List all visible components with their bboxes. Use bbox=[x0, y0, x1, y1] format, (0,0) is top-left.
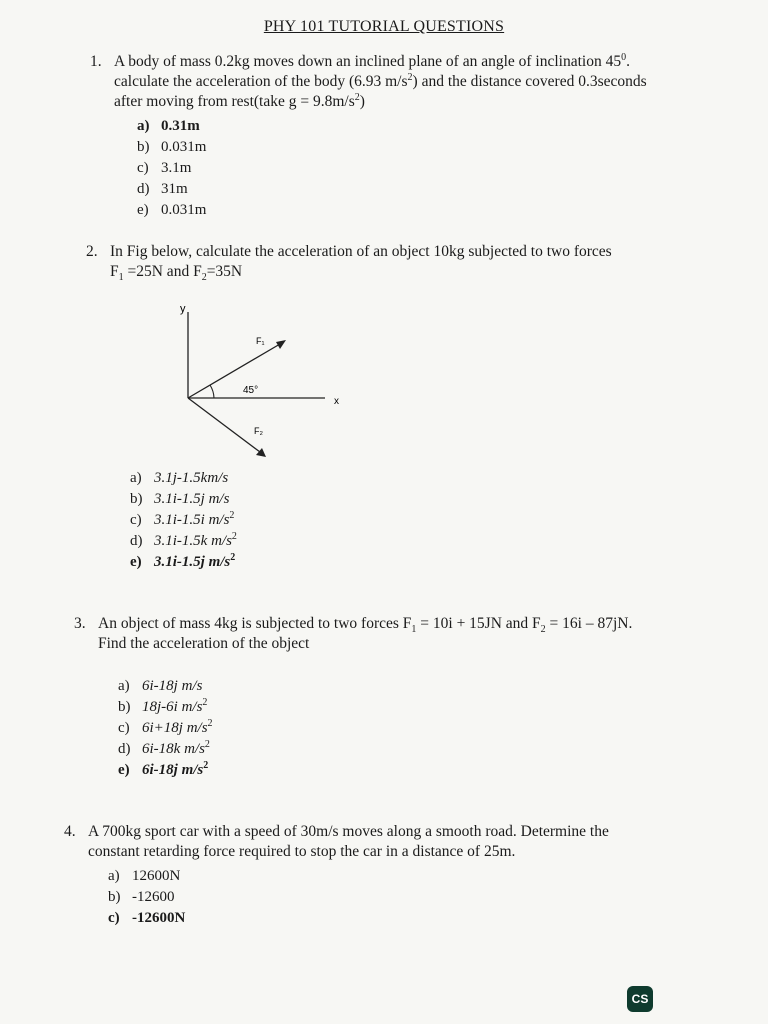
option-text: 3.1i-1.5j m/s bbox=[154, 554, 231, 570]
q1-line3b: ) bbox=[359, 93, 365, 110]
question-1 bbox=[90, 52, 730, 112]
option-text: 12600N bbox=[132, 868, 181, 884]
option-sup: 2 bbox=[203, 760, 209, 771]
option-sup: 2 bbox=[207, 718, 213, 729]
f1-vector bbox=[188, 344, 280, 398]
option-b[interactable] bbox=[118, 697, 213, 718]
option-letter: b) bbox=[108, 889, 121, 905]
option-text: 3.1i-1.5i m/s bbox=[154, 512, 230, 528]
option-a[interactable] bbox=[137, 116, 206, 137]
q2-sub2: 2 bbox=[201, 272, 207, 284]
q1-line2b: ) and the distance covered 0.3seconds bbox=[412, 73, 647, 90]
option-d[interactable] bbox=[130, 531, 237, 552]
option-text: 3.1i-1.5k m/s bbox=[154, 533, 232, 549]
option-b[interactable] bbox=[137, 137, 206, 158]
q4-line2: constant retarding force required to stop the car in a distance of 25m. bbox=[88, 843, 516, 860]
question-number: 2. bbox=[86, 243, 98, 260]
force-diagram bbox=[170, 300, 360, 470]
option-sup: 2 bbox=[231, 531, 237, 542]
option-sup: 2 bbox=[202, 697, 208, 708]
question-text bbox=[114, 52, 730, 112]
option-letter: e) bbox=[137, 202, 149, 218]
option-c[interactable] bbox=[137, 158, 206, 179]
question-number: 1. bbox=[90, 53, 102, 70]
option-a[interactable] bbox=[108, 866, 185, 887]
question-4 bbox=[64, 822, 724, 862]
question-2 bbox=[86, 242, 706, 282]
option-letter: a) bbox=[108, 868, 120, 884]
option-text: 6i-18j m/s bbox=[142, 678, 203, 694]
option-d[interactable] bbox=[118, 739, 213, 760]
option-text: -12600 bbox=[132, 889, 175, 905]
option-sup: 2 bbox=[230, 552, 236, 563]
option-letter: c) bbox=[108, 910, 120, 926]
option-sup: 2 bbox=[204, 739, 210, 750]
option-text: -12600N bbox=[132, 910, 186, 926]
q2-line1: In Fig below, calculate the acceleration of an object 10kg subjected to two forces bbox=[110, 243, 612, 260]
q1-line1: A body of mass 0.2kg moves down an inclined plane of an angle of inclination 45 bbox=[114, 53, 622, 70]
q1-sup3: 2 bbox=[354, 91, 360, 103]
q4-options bbox=[108, 866, 185, 929]
option-a[interactable] bbox=[118, 676, 213, 697]
f2-vector bbox=[188, 398, 260, 452]
option-text: 6i+18j m/s bbox=[142, 720, 208, 736]
option-text: 0.031m bbox=[161, 202, 207, 218]
option-sup: 2 bbox=[229, 510, 235, 521]
option-letter: e) bbox=[118, 762, 130, 778]
question-number: 3. bbox=[74, 615, 86, 632]
q3-sub2: 2 bbox=[540, 624, 546, 636]
camscanner-logo: CS bbox=[627, 986, 653, 1012]
option-text: 3.1j-1.5km/s bbox=[154, 470, 229, 486]
option-letter: b) bbox=[130, 491, 143, 507]
x-axis-label: x bbox=[334, 396, 339, 407]
option-letter: e) bbox=[130, 554, 142, 570]
q1-options bbox=[137, 116, 206, 221]
option-letter: a) bbox=[130, 470, 142, 486]
q2-line2b: =25N and F bbox=[123, 263, 202, 280]
option-letter: d) bbox=[118, 741, 131, 757]
q1-line1-end: . bbox=[626, 53, 630, 70]
question-3 bbox=[74, 614, 734, 654]
question-text bbox=[98, 614, 734, 654]
option-text: 3.1i-1.5j m/s bbox=[154, 491, 230, 507]
angle-arc bbox=[210, 385, 214, 398]
option-letter: c) bbox=[118, 720, 130, 736]
option-letter: a) bbox=[118, 678, 130, 694]
q3-sub1: 1 bbox=[411, 624, 417, 636]
option-c[interactable] bbox=[108, 908, 185, 929]
q3-line1c: = 16i – 87jN. bbox=[545, 615, 633, 632]
option-b[interactable] bbox=[130, 489, 237, 510]
option-b[interactable] bbox=[108, 887, 185, 908]
q2-line2a: F bbox=[110, 263, 119, 280]
q1-line3a: after moving from rest(take g = 9.8m/s bbox=[114, 93, 355, 110]
option-e[interactable] bbox=[130, 552, 237, 573]
option-letter: d) bbox=[137, 181, 150, 197]
option-c[interactable] bbox=[130, 510, 237, 531]
page-title: PHY 101 TUTORIAL QUESTIONS bbox=[263, 18, 505, 35]
option-letter: c) bbox=[130, 512, 142, 528]
option-text: 31m bbox=[161, 181, 188, 197]
q3-line2: Find the acceleration of the object bbox=[98, 635, 310, 652]
q1-line2a: calculate the acceleration of the body (6.93 m/s bbox=[114, 73, 408, 90]
q1-sup: 0 bbox=[621, 51, 627, 63]
option-e[interactable] bbox=[118, 760, 213, 781]
q4-line1: A 700kg sport car with a speed of 30m/s moves along a smooth road. Determine the bbox=[88, 823, 609, 840]
q2-line2c: =35N bbox=[206, 263, 243, 280]
option-text: 0.31m bbox=[161, 118, 200, 134]
option-e[interactable] bbox=[137, 200, 206, 221]
angle-label: 45° bbox=[243, 385, 259, 396]
option-letter: b) bbox=[118, 699, 131, 715]
option-d[interactable] bbox=[137, 179, 206, 200]
f2-label: F₂ bbox=[254, 426, 263, 436]
y-axis-label: y bbox=[180, 303, 186, 315]
question-text bbox=[110, 242, 706, 282]
f1-arrowhead bbox=[276, 340, 286, 349]
q2-sub1: 1 bbox=[118, 272, 124, 284]
option-text: 6i-18j m/s bbox=[142, 762, 204, 778]
question-text bbox=[88, 822, 724, 862]
option-letter: c) bbox=[137, 160, 149, 176]
option-letter: b) bbox=[137, 139, 150, 155]
option-text: 3.1m bbox=[161, 160, 192, 176]
question-number: 4. bbox=[64, 823, 76, 840]
option-letter: a) bbox=[137, 118, 150, 134]
q3-line1a: An object of mass 4kg is subjected to two forces F bbox=[98, 615, 412, 632]
option-text: 18j-6i m/s bbox=[142, 699, 203, 715]
q3-options bbox=[118, 676, 213, 781]
option-text: 0.031m bbox=[161, 139, 207, 155]
q2-options bbox=[130, 468, 237, 573]
option-c[interactable] bbox=[118, 718, 213, 739]
option-a[interactable] bbox=[130, 468, 237, 489]
f1-label: F₁ bbox=[256, 336, 265, 346]
option-text: 6i-18k m/s bbox=[142, 741, 205, 757]
q1-sup2: 2 bbox=[407, 71, 413, 83]
option-letter: d) bbox=[130, 533, 143, 549]
q3-line1b: = 10i + 15JN and F bbox=[416, 615, 541, 632]
